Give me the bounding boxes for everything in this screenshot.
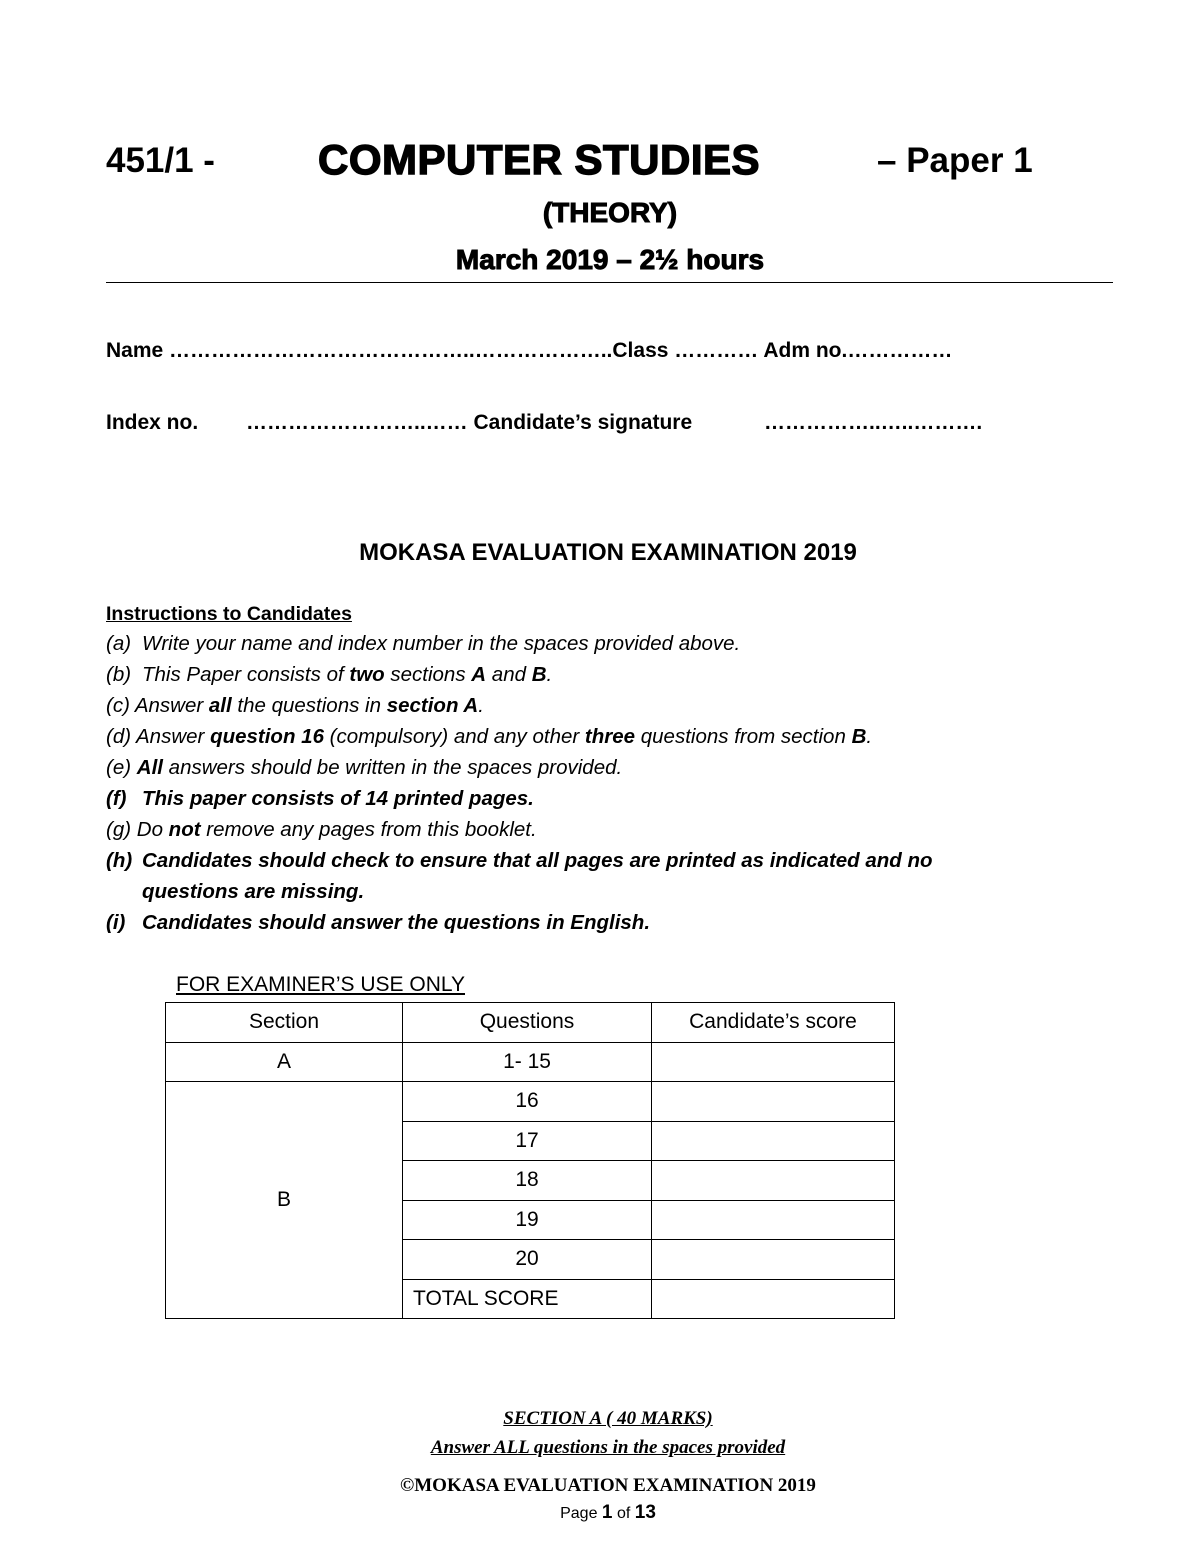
exam-heading: MOKASA EVALUATION EXAMINATION 2019 xyxy=(359,539,857,566)
name-class-adm-row xyxy=(106,339,952,363)
exam-date-duration: March 2019 – 2½ hours xyxy=(455,244,765,275)
examiner-score-table xyxy=(165,1002,895,1319)
section-a-subtitle: Answer ALL questions in the spaces provided xyxy=(430,1437,786,1458)
signature-field[interactable]: ……………..…..………. xyxy=(764,411,983,434)
table-row xyxy=(166,1042,895,1082)
instructions-heading: Instructions to Candidates xyxy=(106,603,352,625)
section-a-title: SECTION A ( 40 MARKS) xyxy=(503,1408,713,1429)
header-section: Section xyxy=(166,1003,403,1043)
class-field[interactable]: ………… xyxy=(674,339,759,362)
question-cell: 18 xyxy=(403,1161,652,1201)
instruction-h: (h) Candidates should check to ensure that all pages are printed as indicated and no xyxy=(106,849,933,872)
question-cell: 17 xyxy=(403,1121,652,1161)
name-field[interactable]: ……………………………………..……………….. xyxy=(169,339,613,362)
section-a-questions: 1- 15 xyxy=(403,1042,652,1082)
header-questions: Questions xyxy=(403,1003,652,1043)
subject-title: COMPUTER STUDIES xyxy=(318,136,761,183)
index-field[interactable]: ……………………..…… xyxy=(246,411,468,434)
score-cell[interactable] xyxy=(652,1121,895,1161)
adm-field[interactable]: …………… xyxy=(847,339,953,362)
score-cell[interactable] xyxy=(652,1082,895,1122)
examiner-table-title: FOR EXAMINER’S USE ONLY xyxy=(176,973,465,996)
total-score-label: TOTAL SCORE xyxy=(403,1279,652,1319)
instruction-c: (c) Answer all the questions in section A. xyxy=(106,694,484,717)
paper-code: 451/1 - xyxy=(106,141,215,180)
index-signature-row xyxy=(246,411,692,435)
instruction-a: (a) Write your name and index number in the spaces provided above. xyxy=(106,632,741,655)
score-cell[interactable] xyxy=(652,1042,895,1082)
adm-label: Adm no. xyxy=(763,339,848,362)
header-candidate-score: Candidate’s score xyxy=(652,1003,895,1043)
footer-copyright: ©MOKASA EVALUATION EXAMINATION 2019 xyxy=(400,1475,816,1496)
header-divider xyxy=(106,282,1113,283)
instruction-f: (f) This paper consists of 14 printed pages. xyxy=(106,787,534,810)
section-b-cell: B xyxy=(166,1082,403,1319)
table-row xyxy=(166,1082,895,1122)
question-cell: 16 xyxy=(403,1082,652,1122)
score-cell[interactable] xyxy=(652,1161,895,1201)
question-cell: 20 xyxy=(403,1240,652,1280)
class-label: Class xyxy=(612,339,669,362)
signature-label: Candidate’s signature xyxy=(473,411,693,434)
total-score-cell[interactable] xyxy=(652,1279,895,1319)
question-cell: 19 xyxy=(403,1200,652,1240)
paper-number: – Paper 1 xyxy=(877,141,1033,180)
theory-label: (THEORY) xyxy=(542,197,678,228)
index-label: Index no. xyxy=(106,411,199,434)
instruction-i: (i) Candidates should answer the questions in English. xyxy=(106,911,651,934)
section-a-cell: A xyxy=(166,1042,403,1082)
instruction-g: (g) Do not remove any pages from this booklet. xyxy=(106,818,537,841)
instruction-e: (e) All answers should be written in the spaces provided. xyxy=(106,756,623,779)
score-cell[interactable] xyxy=(652,1240,895,1280)
name-label: Name xyxy=(106,339,164,362)
instruction-b: (b) This Paper consists of two sections A and B. xyxy=(106,663,553,686)
table-header-row xyxy=(166,1003,895,1043)
instruction-d: (d) Answer question 16 (compulsory) and any other three questions from section B. xyxy=(106,725,873,748)
page-number: Page 1 of 13 xyxy=(560,1502,656,1523)
instruction-h-continued: questions are missing. xyxy=(142,880,365,903)
score-cell[interactable] xyxy=(652,1200,895,1240)
